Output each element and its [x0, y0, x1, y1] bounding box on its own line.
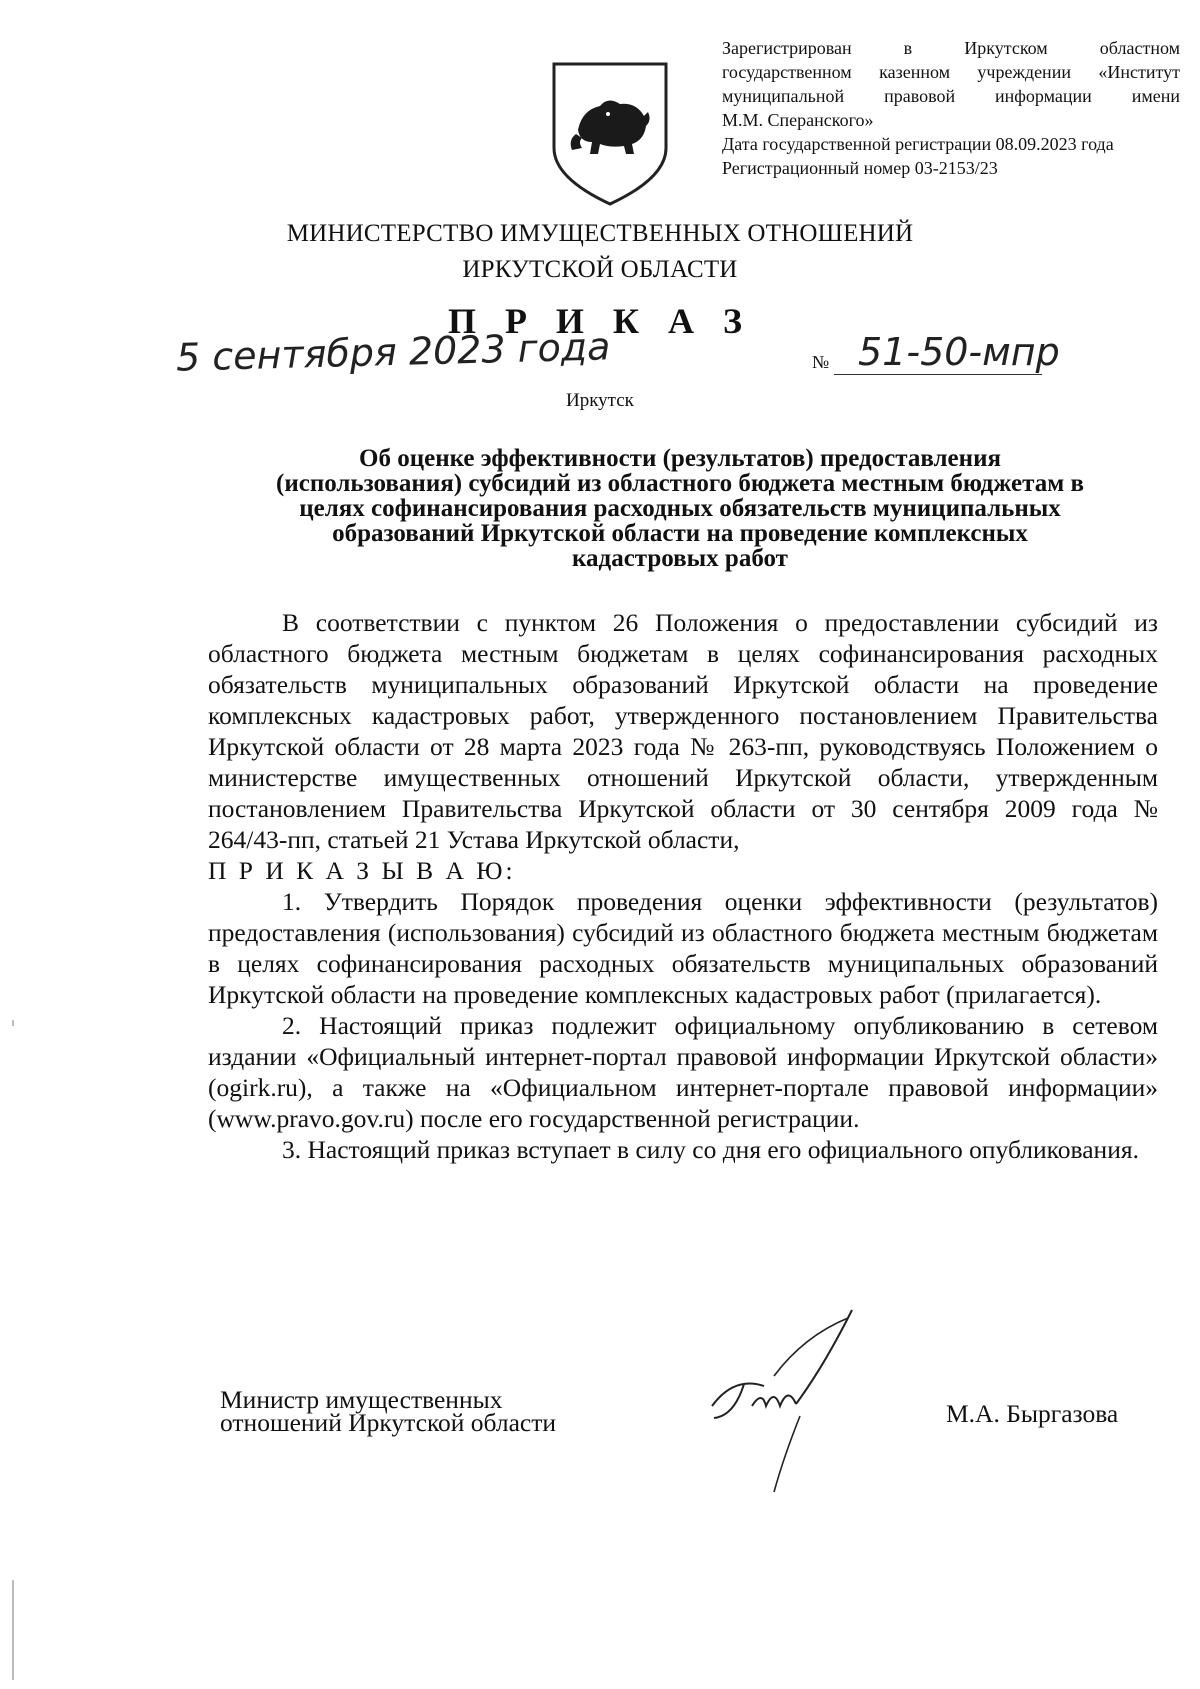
order-date: 5 сентября 2023 года — [175, 324, 611, 380]
registration-line: Зарегистрирован в Иркутском областном — [722, 38, 1180, 58]
registration-line: М.М. Сперанского» — [722, 110, 874, 130]
coat-of-arms-icon — [548, 60, 672, 208]
scan-mark — [12, 1020, 14, 1026]
document-title: П Р И К А З — [447, 301, 753, 341]
order-number-label: № — [812, 352, 830, 372]
preamble-paragraph: В соответствии с пунктом 26 Положения о предоставлении субсидий из областного бюджета местным бюджетам в целях софинансирования расходных обязательств муниципальных образований Иркутской области на проведение комплексных кадастровых работ, утвержденного постановлением Правительства Иркутской области от 28 марта 2023 года № 263-пп, руководствуясь Положением о министерстве имущественных отношений Иркутской области, утвержденным постановлением Правительства Иркутской области от 30 сентября 2009 года № 264/43-пп, статьей 21 Устава Иркутской области, — [208, 608, 1158, 854]
signer-position-line: отношений Иркутской области — [220, 1408, 557, 1437]
order-item-1: 1. Утвердить Порядок проведения оценки эффективности (результатов) предоставления (использования) субсидий из областного бюджета местным бюджетам в целях софинансирования расходных обязательств муниципальных образований Иркутской области на проведение комплексных кадастровых работ (прилагается). — [208, 887, 1158, 1009]
registration-block — [722, 36, 1180, 180]
order-subject — [200, 446, 1160, 571]
registration-date: Дата государственной регистрации 08.09.2023 года — [722, 134, 1114, 154]
decree-word: П Р И К А З Ы В А Ю: — [208, 856, 516, 885]
subject-line: кадастровых работ — [572, 545, 788, 572]
order-number-underline — [834, 374, 1042, 375]
signer-name: М.А. Быргазова — [946, 1399, 1119, 1428]
scan-mark — [12, 1580, 14, 1680]
order-body — [208, 607, 1158, 1165]
registration-line: муниципальной правовой информации имени — [722, 86, 1180, 106]
order-item-2: 2. Настоящий приказ подлежит официальному опубликованию в сетевом издании «Официальный интернет-портал правовой информации Иркутской области» (ogirk.ru), а также на «Официальном интернет-портале правовой информации» (www.pravo.gov.ru) после его государственной регистрации. — [208, 1011, 1158, 1133]
subject-line: Об оценке эффективности (результатов) предоставления — [359, 445, 1001, 472]
order-item-3: 3. Настоящий приказ вступает в силу со дня его официального опубликования. — [282, 1135, 1139, 1164]
ministry-region: ИРКУТСКОЙ ОБЛАСТИ — [462, 256, 738, 283]
subject-line: (использования) субсидий из областного бюджета местным бюджетам в — [276, 470, 1084, 497]
signer-position — [220, 1385, 557, 1437]
ministry-name: МИНИСТЕРСТВО ИМУЩЕСТВЕННЫХ ОТНОШЕНИЙ — [286, 220, 914, 247]
order-number: 51-50-мпр — [858, 330, 1060, 374]
handwritten-signature — [704, 1306, 854, 1496]
subject-line: целях софинансирования расходных обязательств муниципальных — [299, 495, 1061, 522]
order-city: Иркутск — [566, 390, 634, 411]
subject-line: образований Иркутской области на проведение комплексных — [332, 520, 1028, 547]
registration-number: Регистрационный номер 03-2153/23 — [722, 158, 998, 178]
signer-position-line: Министр имущественных — [220, 1385, 503, 1414]
registration-line: государственном казенном учреждении «Институт — [722, 62, 1180, 82]
